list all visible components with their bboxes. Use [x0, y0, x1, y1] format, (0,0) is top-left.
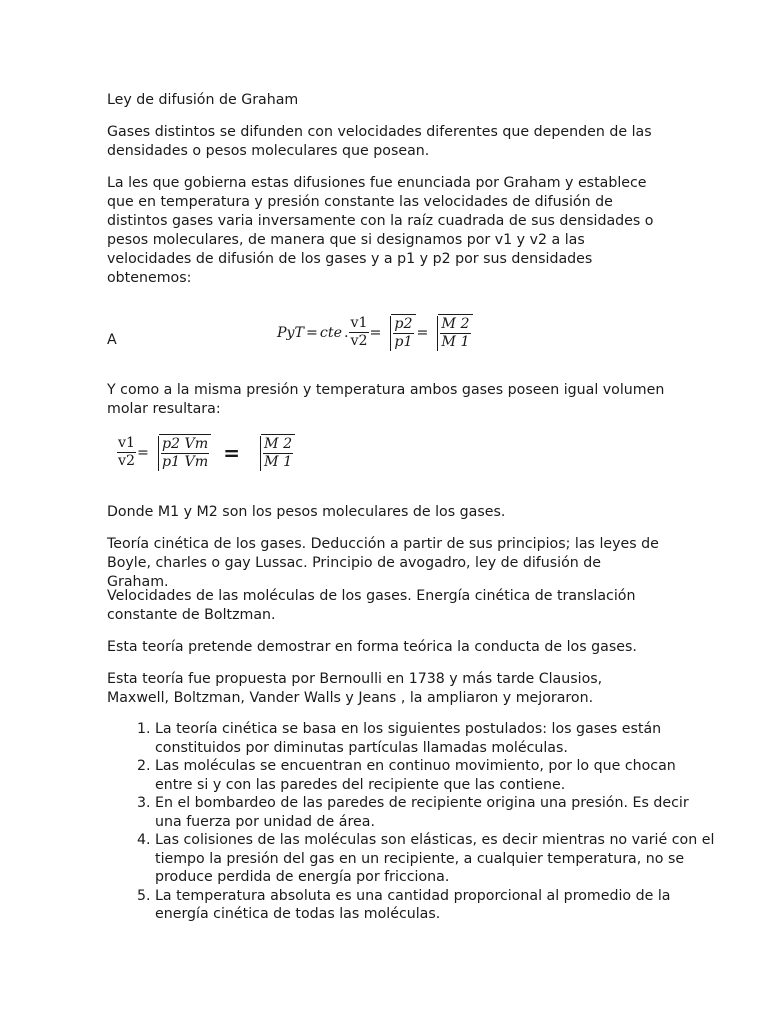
- paragraph-purpose: Esta teoría pretende demostrar en forma teórica la conducta de los gases.: [107, 639, 637, 655]
- paragraph-velocities: Velocidades de las moléculas de los gases. Energía cinética de translación constante de Boltzman.: [107, 588, 636, 623]
- equation-graham-1: [276, 314, 473, 351]
- eq1-sqrt-mass: [429, 314, 472, 351]
- eq1-lhs: PyT: [277, 324, 305, 341]
- equation-graham-2: [117, 434, 295, 471]
- eq2-pv-num: p2 Vm: [161, 436, 209, 452]
- eq2-m-den: M 1: [264, 454, 293, 470]
- eq2-equals: =: [137, 444, 149, 461]
- eq2-m-num: M 2: [264, 436, 293, 452]
- eq1-m-num: M 2: [441, 316, 470, 332]
- postulates-list: [107, 720, 715, 924]
- doc-title: Ley de difusión de Graham: [107, 92, 299, 108]
- list-item: 1. La teoría cinética se basa en los siguientes postulados: los gases están constituidos por diminutas partículas llamadas moléculas.: [155, 720, 715, 757]
- eq2-velocity-fraction: [117, 435, 136, 470]
- eq1-m-den: M 1: [441, 334, 470, 350]
- list-item: 3. En el bombardeo de las paredes de recipiente origina una presión. Es decir una fuerza por unidad de área.: [155, 794, 715, 831]
- paragraph-history: Esta teoría fue propuesta por Bernoulli en 1738 y más tarde Clausios, Maxwell, Boltzman, Vander Walls y Jeans , la ampliaron y mejoraron.: [107, 671, 603, 706]
- list-item: 5. La temperatura absoluta es una cantidad proporcional al promedio de la energía cinética de todas las moléculas.: [155, 887, 715, 924]
- paragraph-kinetic-theory: Teoría cinética de los gases. Deducción a partir de sus principios; las leyes de Boyle, charles o gay Lussac. Principio de avogadro, ley de difusión de Graham.: [107, 536, 659, 590]
- eq1-p-den: p1: [394, 334, 413, 350]
- list-item: 2. Las moléculas se encuentran en continuo movimiento, por lo que chocan entre si y con las paredes del recipiente que las contiene.: [155, 757, 715, 794]
- eq1-equals-2: =: [369, 324, 382, 341]
- eq1-v-den: v2: [350, 333, 368, 349]
- list-item: 4. Las colisiones de las moléculas son elásticas, es decir mientras no varié con el tiempo la presión del gas en un recipiente, a cualquier temperatura, no se produce perdida de energía por fricciona.: [155, 831, 715, 887]
- eq2-sqrt-mass: [252, 434, 295, 471]
- eq1-v-num: v1: [350, 315, 368, 331]
- eq1-equals-3: =: [416, 324, 429, 341]
- eq2-big-equals: =: [223, 440, 241, 465]
- eq1-dot: .: [343, 324, 349, 341]
- label-a: A: [107, 332, 117, 348]
- eq1-equals: =: [306, 324, 318, 341]
- eq1-cte: cte: [319, 324, 342, 341]
- eq2-v-den: v2: [118, 453, 136, 469]
- paragraph-definition: Gases distintos se difunden con velocidades diferentes que dependen de las densidades o pesos moleculares que posean.: [107, 124, 652, 159]
- eq1-sqrt-density: [382, 314, 415, 351]
- paragraph-molar-volume: Y como a la misma presión y temperatura ambos gases poseen igual volumen molar resultara:: [107, 382, 665, 417]
- eq2-sqrt-pv: [150, 434, 211, 471]
- eq1-velocity-fraction: [349, 315, 368, 350]
- eq2-v-num: v1: [118, 435, 136, 451]
- paragraph-molecular-weights: Donde M1 y M2 son los pesos moleculares de los gases.: [107, 504, 506, 520]
- eq2-pv-den: p1 Vm: [161, 454, 209, 470]
- eq1-p-num: p2: [394, 316, 413, 332]
- paragraph-graham-law: La les que gobierna estas difusiones fue enunciada por Graham y establece que en temperatura y presión constante las velocidades de difusión de distintos gases varia inversamente con la raíz cuadrada de sus densidades o pesos moleculares, de manera que si designamos por v1 y v2 a las velocidades de difusión de los gases y a p1 y p2 por sus densidades obtenemos:: [107, 175, 654, 286]
